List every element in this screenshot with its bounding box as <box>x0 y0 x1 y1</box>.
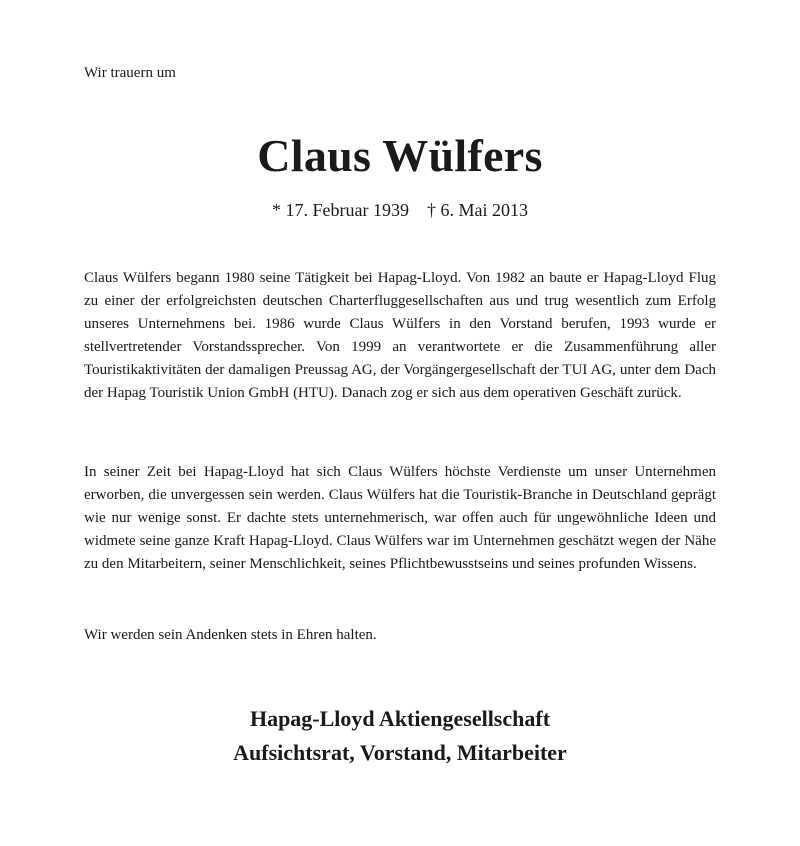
signature-company: Hapag-Lloyd Aktiengesellschaft <box>249 706 551 731</box>
intro-line: Wir trauern um <box>84 65 176 81</box>
birth-date: * 17. Februar 1939 <box>272 200 409 220</box>
deceased-name: Claus Wülfers <box>257 130 543 181</box>
life-dates <box>0 198 800 222</box>
death-date: † 6. Mai 2013 <box>426 200 528 220</box>
signature-groups: Aufsichtsrat, Vorstand, Mitarbeiter <box>233 740 567 765</box>
tribute-paragraph: In seiner Zeit bei Hapag-Lloyd hat sich Claus Wülfers höchste Verdienste um unser Unternehmen erworben, die unvergessen sein werden. Claus Wülfers hat die Touristik-Branche in Deutschland geprägt wie nur wenige sonst. Er dachte stets unternehmerisch, war offen auch für ungewöhnliche Ideen und widmete seine ganze Kraft Hapag-Lloyd. Claus Wülfers war im Unternehmen geschätzt wegen der Nähe zu den Mitarbeitern, seiner Menschlichkeit, seines Pflichtbewusstseins und seines profunden Wissens. <box>84 464 716 572</box>
closing-line: Wir werden sein Andenken stets in Ehren halten. <box>84 627 377 643</box>
biography-paragraph: Claus Wülfers begann 1980 seine Tätigkeit bei Hapag-Lloyd. Von 1982 an baute er Hapag-Lloyd Flug zu einer der erfolgreichsten deutschen Charterfluggesellschaften aus und trug wesentlich zum Erfolg unseres Unternehmens bei. 1986 wurde Claus Wülfers in den Vorstand berufen, 1993 wurde er stellvertretender Vorstandssprecher. Von 1999 an verantwortete er die Zusammenführung aller Touristikaktivitäten der damaligen Preussag AG, der Vorgängergesellschaft der TUI AG, unter dem Dach der Hapag Touristik Union GmbH (HTU). Danach zog er sich aus dem operativen Geschäft zurück. <box>84 270 716 401</box>
